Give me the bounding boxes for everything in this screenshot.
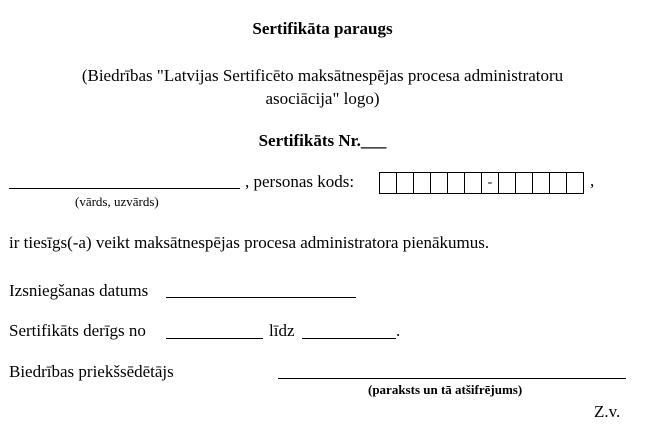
name-caption: (vārds, uzvārds) — [75, 194, 159, 209]
period: . — [396, 321, 401, 340]
chairman-label: Biedrības priekšsēdētājs — [9, 362, 174, 381]
document-title: Sertifikāta paraugs — [252, 19, 393, 38]
code-box — [447, 172, 465, 194]
code-box — [515, 172, 533, 194]
signature-blank-line — [278, 378, 626, 379]
logo-note — [0, 64, 645, 110]
code-dash-box: - — [481, 172, 499, 194]
valid-from-label: Sertifikāts derīgs no — [9, 321, 146, 340]
issue-date-label: Izsniegšanas datums — [9, 281, 149, 300]
code-box — [396, 172, 414, 194]
code-comma: , — [590, 171, 595, 190]
code-box — [430, 172, 448, 194]
certificate-number-label: Sertifikāts Nr.___ — [258, 131, 387, 150]
logo-note-line-2: asociācija" logo) — [265, 89, 380, 108]
issue-date-blank-line — [166, 297, 356, 298]
logo-note-line-1: (Biedrības "Latvijas Sertificēto maksātnespējas procesa administratoru — [81, 66, 564, 85]
code-box — [549, 172, 567, 194]
code-box — [413, 172, 431, 194]
code-box — [464, 172, 482, 194]
stamp-label: Z.v. — [594, 402, 621, 421]
valid-until-label: līdz — [269, 321, 295, 340]
name-blank-line — [9, 188, 240, 189]
code-box — [566, 172, 584, 194]
personal-code-boxes — [379, 172, 583, 194]
valid-from-blank-line — [166, 338, 263, 339]
rights-text: ir tiesīgs(-a) veikt maksātnespējas procesa administratora pienākumus. — [9, 233, 490, 252]
code-box — [498, 172, 516, 194]
valid-until-blank-line — [302, 338, 396, 339]
signature-caption: (paraksts un tā atšifrējums) — [368, 382, 523, 397]
code-box — [532, 172, 550, 194]
code-box — [379, 172, 397, 194]
personal-code-label: , personas kods: — [245, 172, 355, 191]
